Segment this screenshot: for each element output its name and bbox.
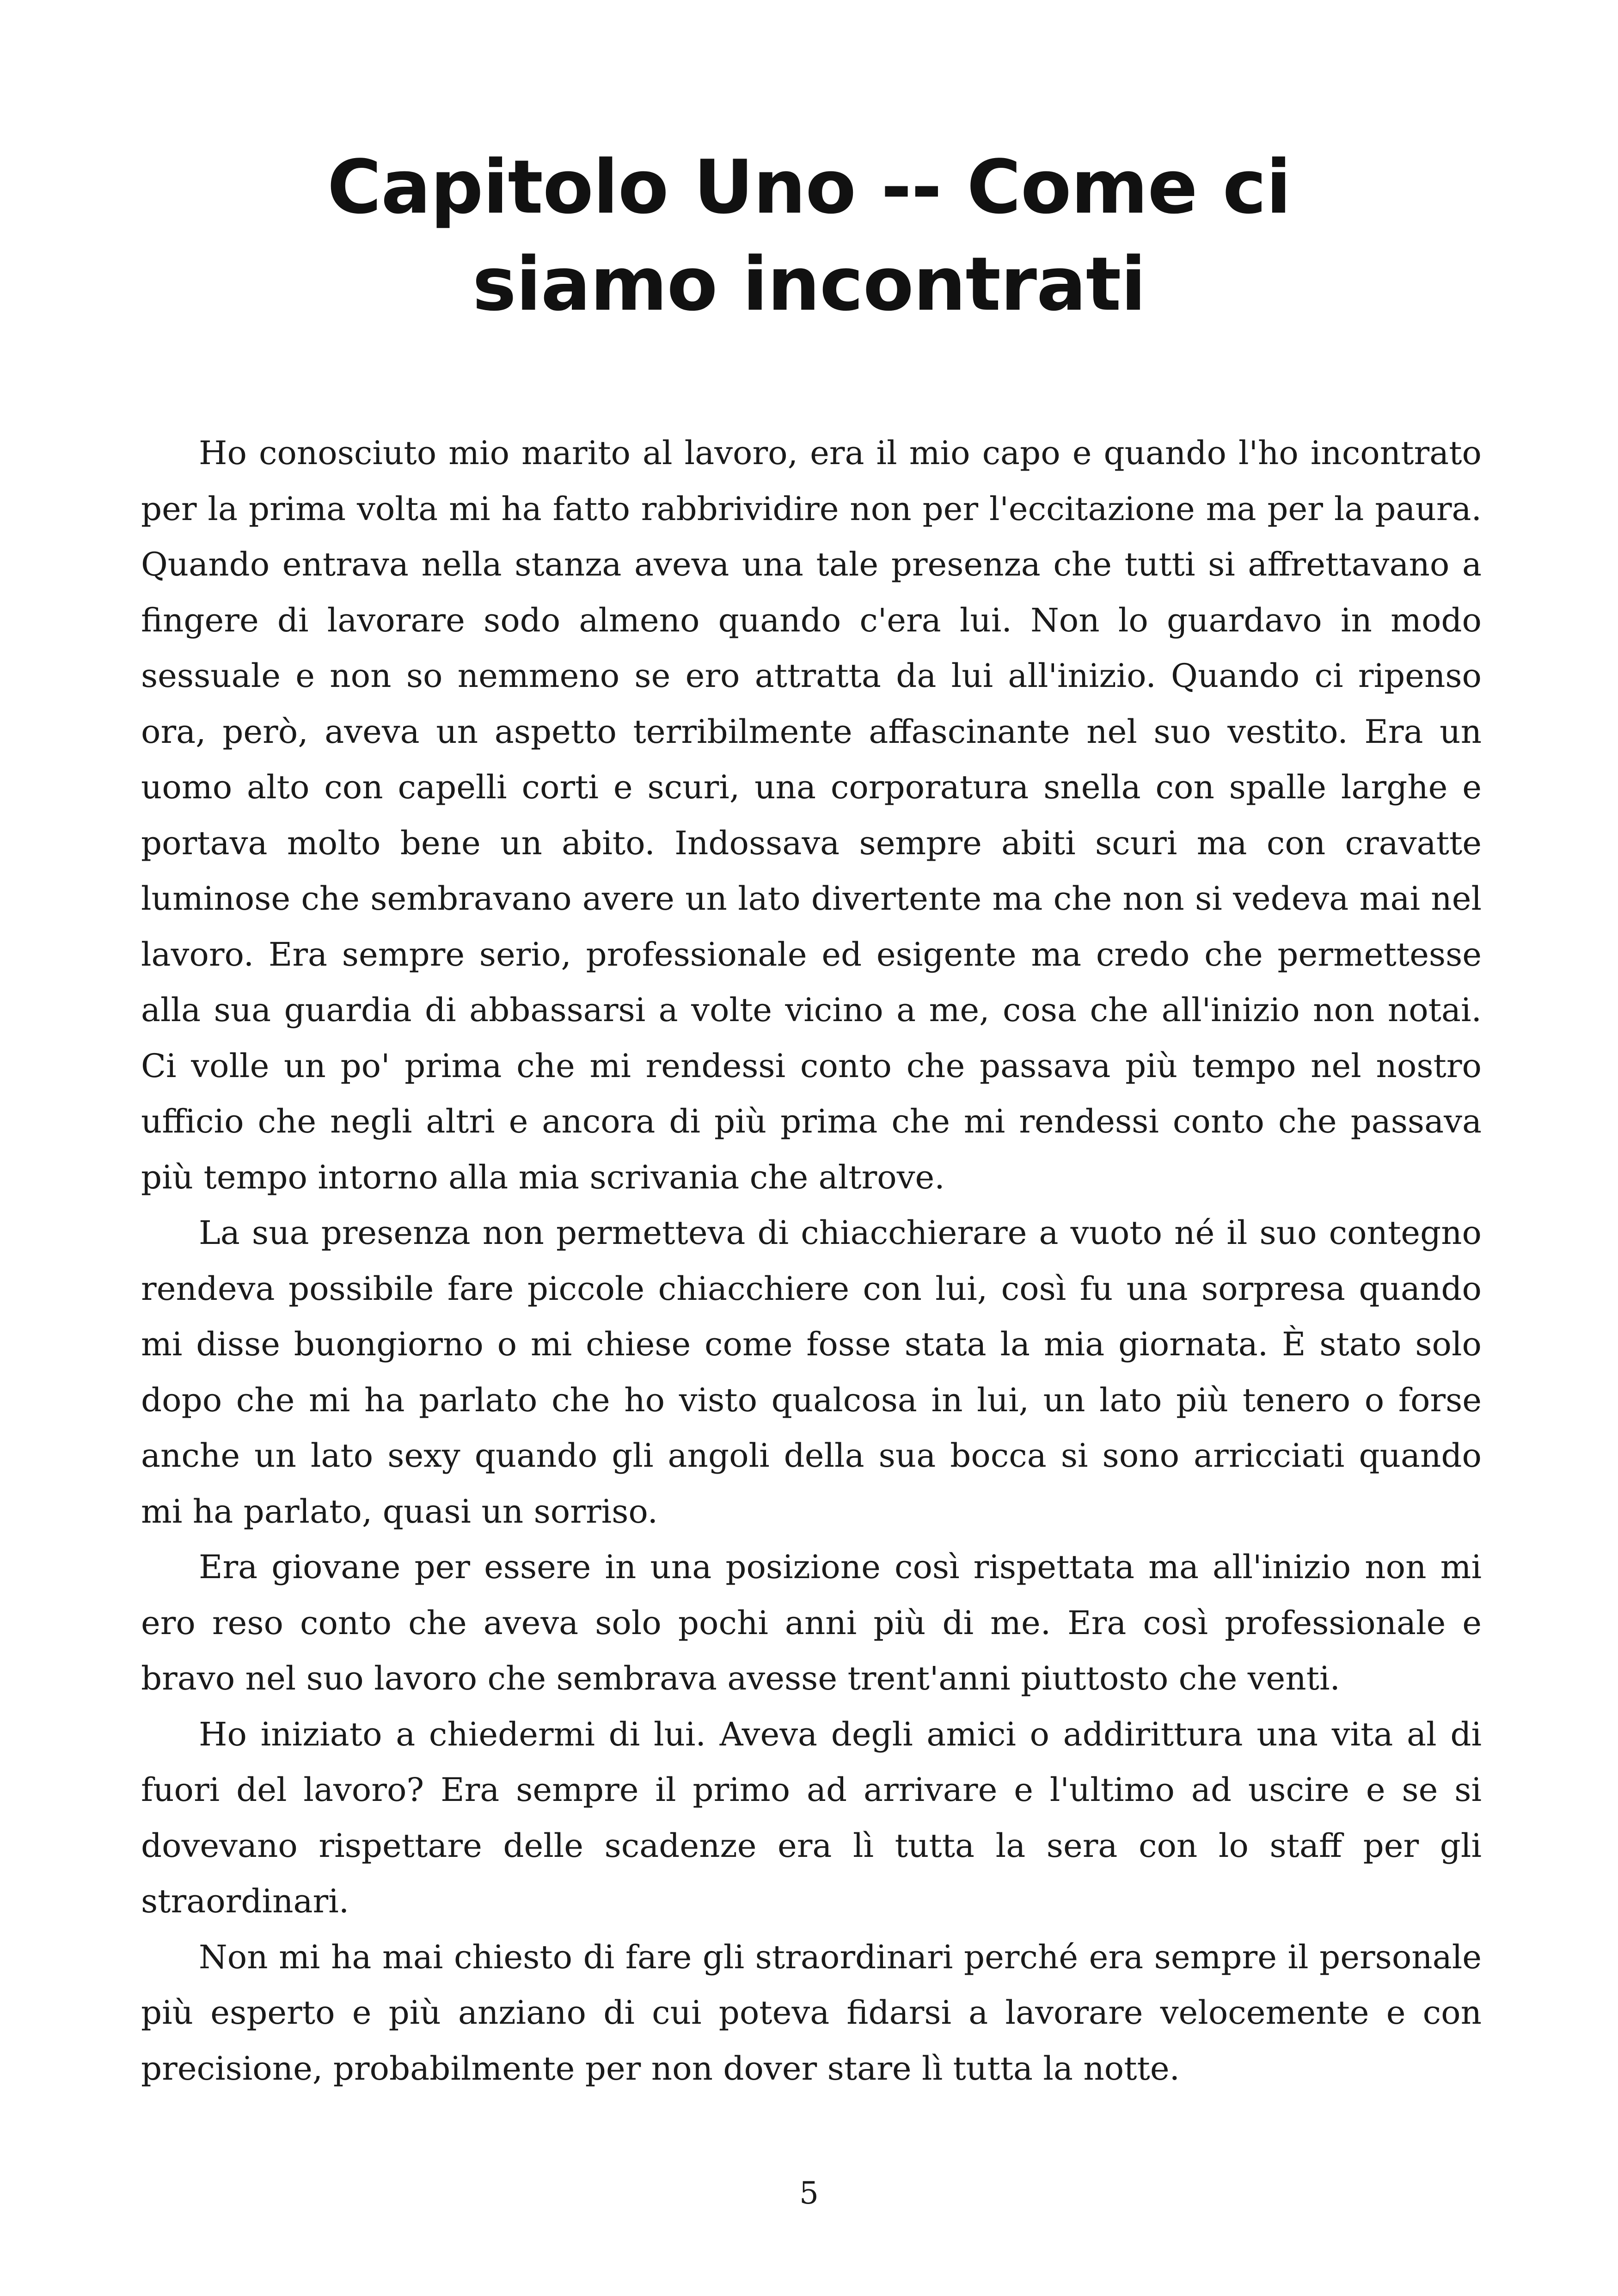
- paragraph-1: Ho conosciuto mio marito al lavoro, era il mio capo e quando l'ho incontrato per la prima volta mi ha fatto rabbrividire non per l'eccitazione ma per la paura. Quando entrava nella stanza aveva una tale presenza che tutti si affrettavano a fingere di lavorare sodo almeno quando c'era lui. Non lo guardavo in modo sessuale e non so nemmeno se ero attratta da lui all'inizio. Quando ci ripenso ora, però, aveva un aspetto terribilmente affascinante nel suo vestito. Era un uomo alto con capelli corti e scuri, una corporatura snella con spalle larghe e portava molto bene un abito. Indossava sempre abiti scuri ma con cravatte luminose che sembravano avere un lato divertente ma che non si vedeva mai nel lavoro. Era sempre serio, professionale ed esigente ma credo che permettesse alla sua guardia di abbassarsi a volte vicino a me, cosa che all'inizio non notai. Ci volle un po' prima che mi rendessi conto che passava più tempo nel nostro ufficio che negli altri e ancora di più prima che mi rendessi conto che passava più tempo intorno alla mia scrivania che altrove.: [141, 434, 1482, 1196]
- paragraph-5: Non mi ha mai chiesto di fare gli straordinari perché era sempre il personale più esperto e più anziano di cui poteva fidarsi a lavorare velocemente e con precisione, probabilmente per non dover stare lì tutta la notte.: [141, 1938, 1482, 2088]
- chapter-body: [141, 425, 1482, 2096]
- paragraph-3: Era giovane per essere in una posizione così rispettata ma all'inizio non mi ero reso conto che aveva solo pochi anni più di me. Era così professionale e bravo nel suo lavoro che sembrava avesse trent'anni piuttosto che venti.: [141, 1548, 1482, 1697]
- paragraph-2: La sua presenza non permetteva di chiacchierare a vuoto né il suo contegno rendeva possibile fare piccole chiacchiere con lui, così fu una sorpresa quando mi disse buongiorno o mi chiese come fosse stata la mia giornata. È stato solo dopo che mi ha parlato che ho visto qualcosa in lui, un lato più tenero o forse anche un lato sexy quando gli angoli della sua bocca si sono arricciati quando mi ha parlato, quasi un sorriso.: [141, 1214, 1482, 1531]
- chapter-title: Capitolo Uno -- Come ci siamo incontrati: [327, 144, 1291, 327]
- paragraph-4: Ho iniziato a chiedermi di lui. Aveva degli amici o addirittura una vita al di fuori del lavoro? Era sempre il primo ad arrivare e l'ultimo ad uscire e se si dovevano rispettare delle scadenze era lì tutta la sera con lo staff per gli straordinari.: [141, 1715, 1482, 1920]
- page-number: 5: [799, 2175, 819, 2211]
